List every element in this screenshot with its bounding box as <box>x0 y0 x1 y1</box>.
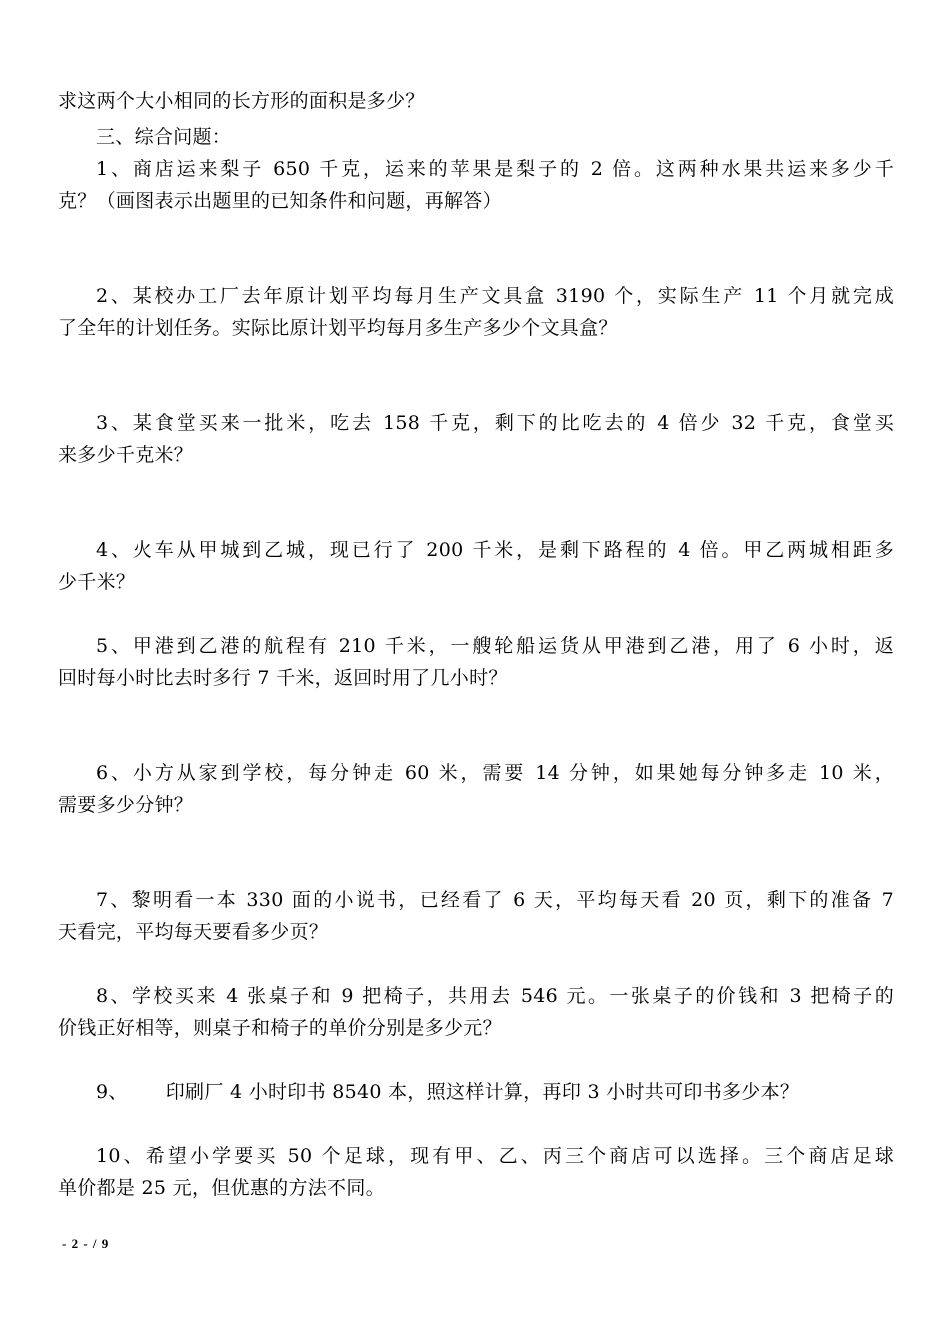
problem-1-line-1: 1、商店运来梨子 650 千克，运来的苹果是梨子的 2 倍。这两种水果共运来多少千 <box>96 158 894 180</box>
intro-line: 求这两个大小相同的长方形的面积是多少？ <box>58 90 425 112</box>
problem-5-line-1: 5、甲港到乙港的航程有 210 千米，一艘轮船运货从甲港到乙港，用了 6 小时，返 <box>96 635 894 657</box>
problem-9-line-1: 9、 印刷厂 4 小时印书 8540 本，照这样计算，再印 3 小时共可印书多少本？ <box>96 1081 800 1103</box>
problem-10-line-2: 单价都是 25 元，但优惠的方法不同。 <box>58 1177 385 1199</box>
problem-2-line-2: 了全年的计划任务。实际比原计划平均每月多生产多少个文具盒？ <box>58 317 618 339</box>
problem-8-line-2: 价钱正好相等，则桌子和椅子的单价分别是多少元？ <box>58 1017 502 1039</box>
problem-7-line-2: 天看完，平均每天要看多少页？ <box>58 921 329 943</box>
problem-3-line-1: 3、某食堂买来一批米，吃去 158 千克，剩下的比吃去的 4 倍少 32 千克，食堂买 <box>96 412 894 434</box>
problem-6-line-1: 6、小方从家到学校，每分钟走 60 米，需要 14 分钟，如果她每分钟多走 10 米， <box>96 762 894 784</box>
problem-2-line-1: 2、某校办工厂去年原计划平均每月生产文具盒 3190 个，实际生产 11 个月就完成 <box>96 285 894 307</box>
problem-1-line-2: 克？（画图表示出题里的已知条件和问题，再解答） <box>58 190 502 212</box>
problem-6-line-2: 需要多少分钟？ <box>58 794 194 816</box>
problem-5-line-2: 回时每小时比去时多行 7 千米，返回时用了几小时？ <box>58 667 508 689</box>
problem-10-line-1: 10、希望小学要买 50 个足球，现有甲、乙、丙三个商店可以选择。三个商店足球 <box>96 1145 894 1167</box>
problem-4-line-2: 少千米？ <box>58 571 136 593</box>
problem-7-line-1: 7、黎明看一本 330 面的小说书，已经看了 6 天，平均每天看 20 页，剩下的准备 7 <box>96 889 894 911</box>
problem-3-line-2: 来多少千克米？ <box>58 444 194 466</box>
problem-8-line-1: 8、学校买来 4 张桌子和 9 把椅子，共用去 546 元。一张桌子的价钱和 3 把椅子的 <box>96 985 894 1007</box>
section-heading: 三、综合问题： <box>96 126 232 148</box>
problem-4-line-1: 4、火车从甲城到乙城，现已行了 200 千米，是剩下路程的 4 倍。甲乙两城相距多 <box>96 539 894 561</box>
page-number-footer: - 2 - / 9 <box>62 1236 110 1251</box>
